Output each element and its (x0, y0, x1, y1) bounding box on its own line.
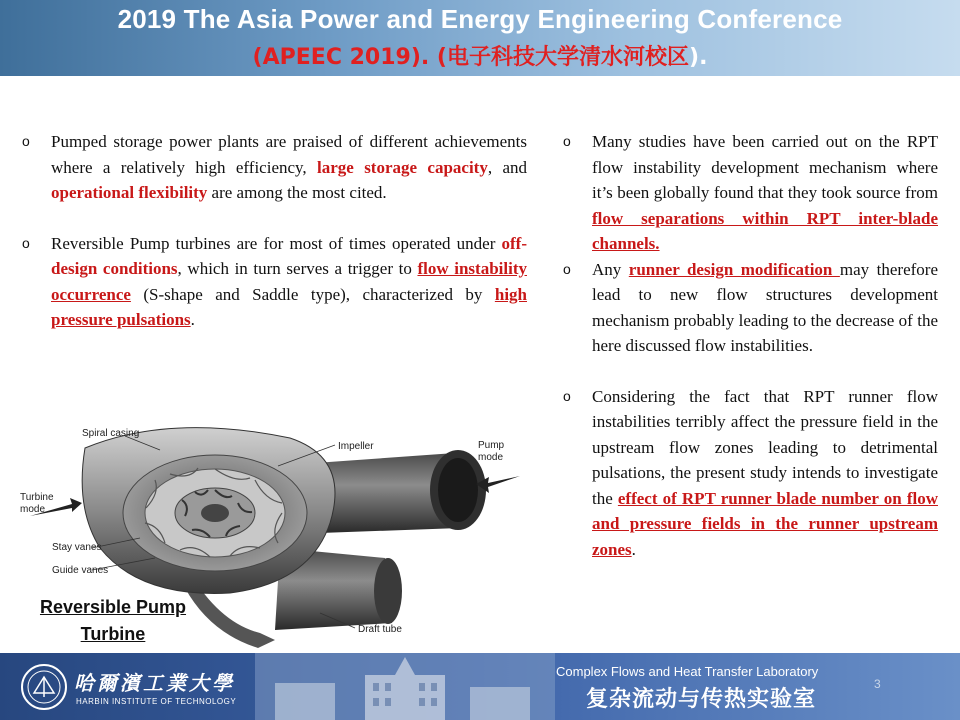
bullet-text: . (190, 310, 195, 329)
label-turbine-mode-line2: mode (20, 504, 46, 515)
conference-acronym: APEEC 2019 (262, 45, 411, 70)
highlight-flow-instability: flow instability occurrence (51, 259, 527, 304)
bullet-text: Pumped storage power plants are praised of different achievements where a relatively high efficiency, (51, 132, 527, 177)
bullet-text: Reversible Pump turbines are for most of times operated under (51, 233, 502, 253)
highlight-pressure-pulsations: high pressure pulsations (51, 284, 527, 329)
bullet-studies (563, 129, 938, 257)
bullet-marker: o (22, 234, 30, 251)
highlight-runner-design: runner design modification (628, 259, 840, 279)
label-spiral-casing: Spiral casing (82, 428, 140, 439)
bullet-text: . (631, 539, 636, 559)
bullet-text: Many studies have been carried out on the RPT flow instability development mechanism where it’s been globally found that they took source from (592, 132, 938, 202)
bullet-text: (S-shape and Saddle type), characterized by (130, 284, 495, 304)
highlight-flow-separations: flow separations within RPT inter-blade channels. (592, 208, 938, 253)
bullet-text: may therefore lead to new flow structures development mechanism probably leading to the decrease of the here discussed flow instabilities. (592, 259, 938, 355)
subtitle-separator: ). ( (410, 45, 447, 70)
bullet-off-design (22, 231, 527, 333)
bullet-text: are among the most cited. (207, 183, 387, 202)
bullet-text: , which in turn serves a trigger to (177, 259, 418, 278)
label-draft-tube: Draft tube (358, 624, 402, 635)
caption-line1: Reversible Pump (39, 597, 187, 617)
conference-subtitle (0, 40, 960, 71)
bullet-text: Considering the fact that RPT runner flow instabilities terribly affect the pressure field in the upstream flow zones leading to detrimental pulsations, the present study intends to investigate the (592, 386, 938, 508)
label-pump-mode-line1: Pump (478, 440, 505, 451)
highlight-off-design: off-design conditions (51, 233, 527, 278)
lab-name-english: Complex Flows and Heat Transfer Laboratory (556, 664, 819, 679)
label-guide-vanes: Guide vanes (52, 565, 109, 576)
caption-line2: Turbine (80, 624, 146, 644)
university-name-chinese: 哈爾濱工業大學 (74, 671, 235, 695)
bullet-marker: o (563, 387, 571, 404)
label-turbine-mode (20, 492, 54, 516)
label-pump-mode-line2: mode (478, 452, 504, 463)
bullet-runner-design (563, 257, 938, 359)
highlight-study-objective: effect of RPT runner blade number on flow and pressure fields in the runner upstream zones (592, 488, 938, 559)
label-impeller: Impeller (338, 441, 374, 452)
conference-title: 2019 The Asia Power and Energy Engineering Conference (117, 4, 843, 34)
bullet-text: Any (592, 259, 629, 279)
paren-close: ). (689, 45, 708, 70)
figure-caption (18, 594, 208, 648)
campus-building-image (255, 653, 555, 720)
right-column (563, 129, 938, 562)
left-column (22, 129, 527, 333)
bullet-marker: o (563, 133, 571, 149)
bullet-pumped-storage (22, 129, 527, 206)
bullet-marker: o (563, 260, 571, 277)
highlight-large-storage: large storage capacity (317, 157, 488, 177)
university-emblem-icon (20, 663, 68, 711)
university-name-english: HARBIN INSTITUTE OF TECHNOLOGY (76, 697, 237, 706)
title-banner (0, 0, 960, 76)
bullet-study-aim (563, 384, 938, 563)
label-stay-vanes: Stay vanes (52, 542, 102, 553)
paren-open: ( (252, 45, 263, 70)
page-number: 3 (874, 677, 881, 691)
bullet-text: , and (487, 157, 527, 177)
label-turbine-mode-line1: Turbine (20, 492, 54, 503)
highlight-operational-flexibility: operational flexibility (51, 183, 208, 202)
bullet-marker: o (22, 133, 30, 149)
label-pump-mode (478, 440, 504, 464)
venue-chinese: 电子科技大学清水河校区 (447, 45, 690, 70)
lab-name-chinese: 复杂流动与传热实验室 (586, 687, 817, 712)
